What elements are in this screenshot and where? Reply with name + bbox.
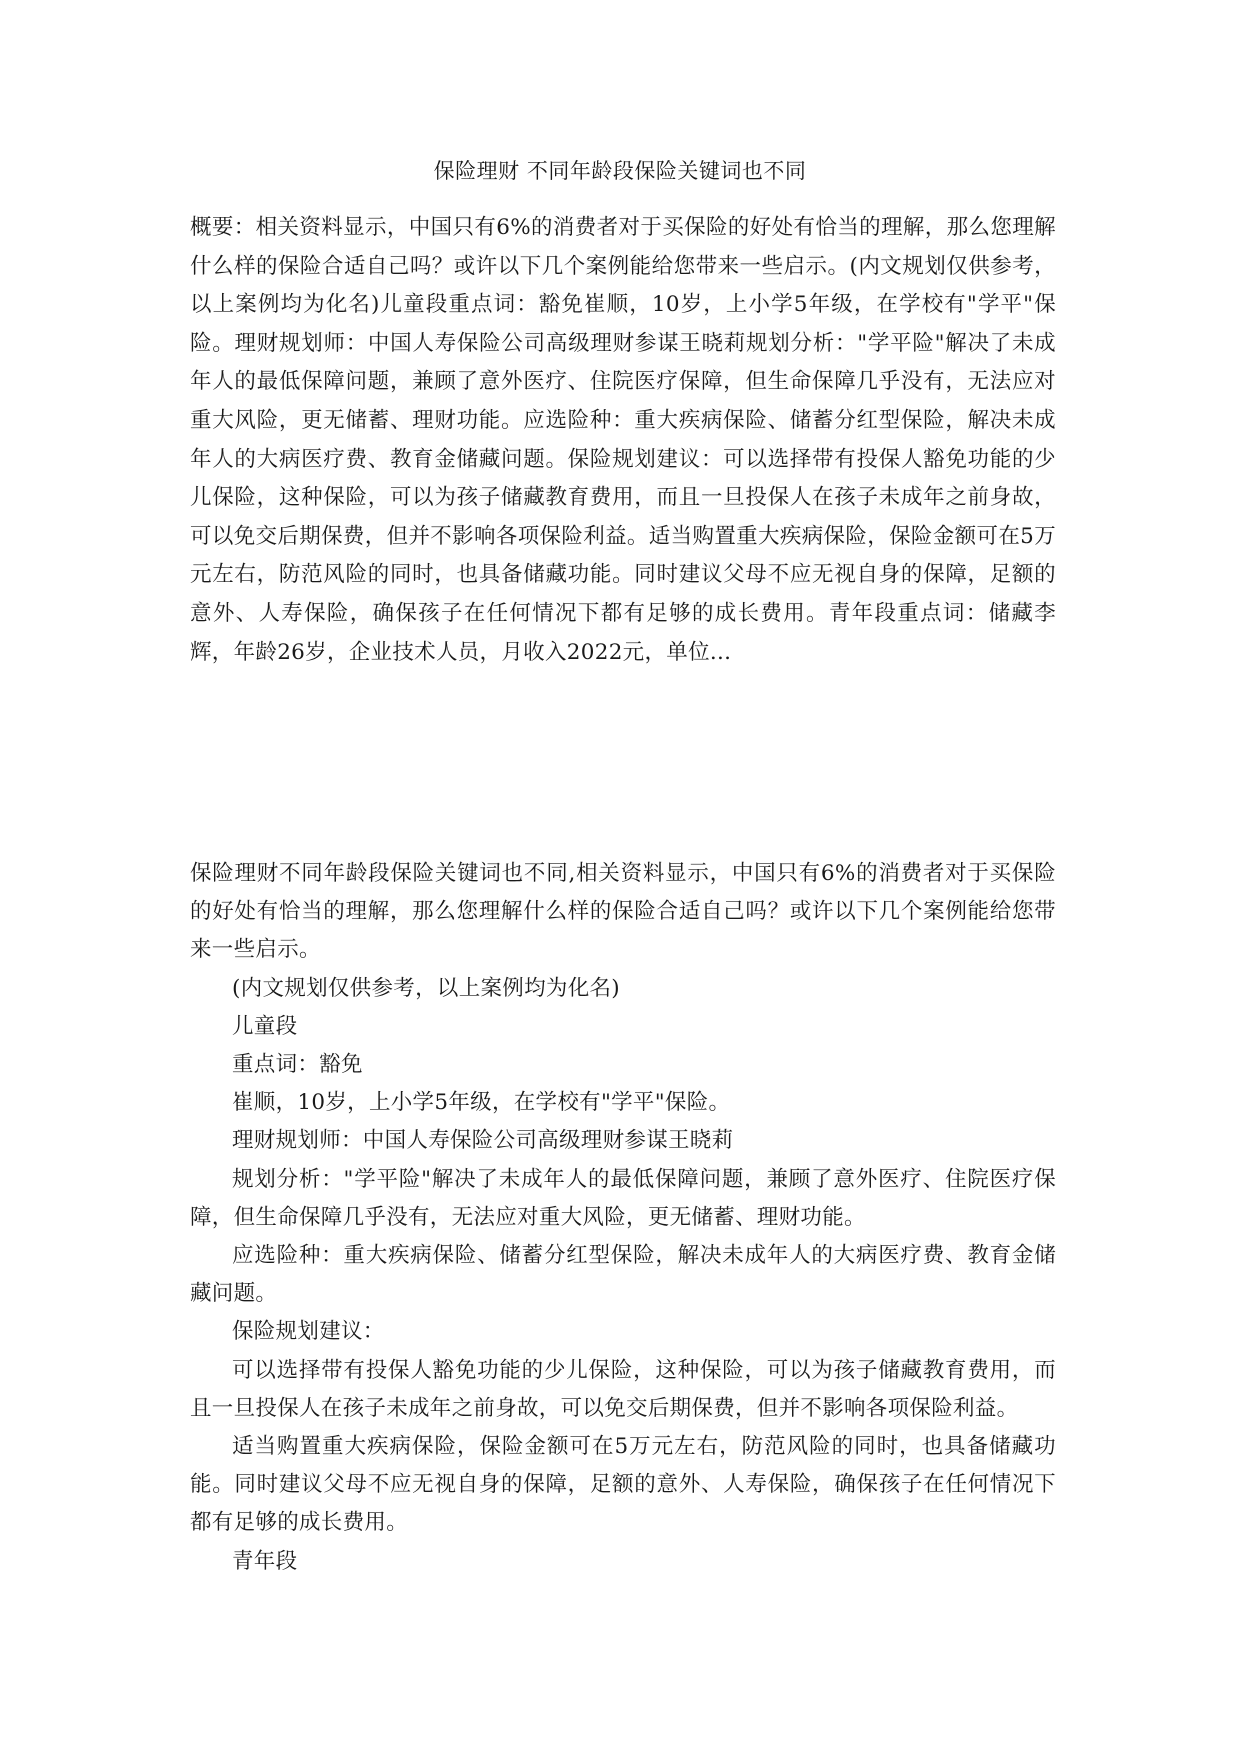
body-paragraph-note: (内文规划仅供参考，以上案例均为化名) bbox=[232, 975, 620, 1001]
body-paragraph-advice-heading: 保险规划建议： bbox=[232, 1319, 385, 1345]
body-paragraph-advice-1: 可以选择带有投保人豁免功能的少儿保险，这种保险，可以为孩子储藏教育费用，而且一旦投保人在孩子未成年之前身故，可以免交后期保费，但并不影响各项保险利益。 bbox=[190, 1357, 1056, 1421]
body-paragraph-analysis: 规划分析："学平险"解决了未成年人的最低保障问题，兼顾了意外医疗、住院医疗保障，但生命保障几乎没有，无法应对重大风险，更无储蓄、理财功能。 bbox=[190, 1166, 1056, 1230]
document-title: 保险理财 不同年龄段保险关键词也不同 bbox=[433, 159, 807, 183]
section-heading-youth: 青年段 bbox=[232, 1548, 298, 1574]
section-heading-children: 儿童段 bbox=[232, 1013, 298, 1039]
body-paragraph-keyword: 重点词：豁免 bbox=[232, 1052, 363, 1078]
body-paragraph-intro: 保险理财不同年龄段保险关键词也不同,相关资料显示，中国只有6%的消费者对于买保险的好处有恰当的理解，那么您理解什么样的保险合适自己吗？或许以下几个案例能给您带来一些启示。 bbox=[190, 861, 1056, 963]
document-summary: 概要：相关资料显示，中国只有6%的消费者对于买保险的好处有恰当的理解，那么您理解什么样的保险合适自己吗？或许以下几个案例能给您带来一些启示。(内文规划仅供参考，以上案例均为化名)儿童段重点词：豁免崔顺，10岁，上小学5年级，在学校有"学平"保险。理财规划师：中国人寿保险公司高级理财参谋王晓莉规划分析："学平险"解决了未成年人的最低保障问题，兼顾了意外医疗、住院医疗保障，但生命保障几乎没有，无法应对重大风险，更无储蓄、理财功能。应选险种：重大疾病保险、储蓄分红型保险，解决未成年人的大病医疗费、教育金储藏问题。保险规划建议：可以选择带有投保人豁免功能的少儿保险，这种保险，可以为孩子储藏教育费用，而且一旦投保人在孩子未成年之前身故，可以免交后期保费，但并不影响各项保险利益。适当购置重大疾病保险，保险金额可在5万元左右，防范风险的同时，也具备储藏功能。同时建议父母不应无视自身的保障，足额的意外、人寿保险，确保孩子在任何情况下都有足够的成长费用。青年段重点词：储藏李辉，年龄26岁，企业技术人员，月收入2022元，单位... bbox=[190, 215, 1056, 665]
body-paragraph-insurance-types: 应选险种：重大疾病保险、储蓄分红型保险，解决未成年人的大病医疗费、教育金储藏问题。 bbox=[190, 1243, 1056, 1307]
body-paragraph-planner: 理财规划师：中国人寿保险公司高级理财参谋王晓莉 bbox=[232, 1128, 734, 1154]
document-body bbox=[190, 855, 1056, 1581]
body-paragraph-advice-2: 适当购置重大疾病保险，保险金额可在5万元左右，防范风险的同时，也具备储藏功能。同时建议父母不应无视自身的保障，足额的意外、人寿保险，确保孩子在任何情况下都有足够的成长费用。 bbox=[190, 1434, 1056, 1536]
body-paragraph-case: 崔顺，10岁，上小学5年级，在学校有"学平"保险。 bbox=[232, 1090, 731, 1116]
